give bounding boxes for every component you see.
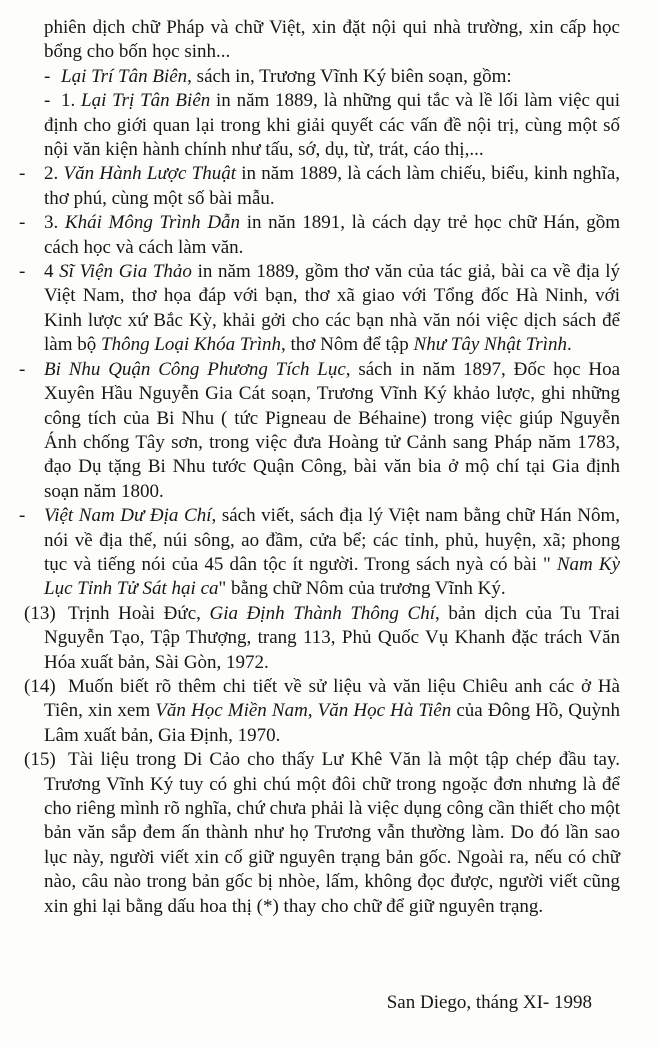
text-run: của Đông Hồ, Quỳnh Lâm xuất bản, Gia Định, 1970. (44, 700, 621, 746)
list-marker: - (44, 90, 51, 112)
text-run: , sách in, Trương Vĩnh Ký biên soạn, gồm: (187, 65, 512, 87)
paragraph-text (44, 505, 620, 599)
list-marker: (15) (24, 749, 56, 771)
list-marker: - (44, 65, 51, 87)
list-item-bi-nhu (19, 358, 620, 504)
intro-paragraph (44, 16, 620, 65)
paragraph-text (44, 261, 620, 355)
paragraph-text (44, 163, 620, 208)
list-item-viet-nam-du-dia-chi (19, 504, 620, 602)
book-title: Lại Trị Tân Biên (81, 90, 211, 112)
paragraph-text (44, 212, 620, 257)
book-title: Thông Loại Khóa Trình (101, 334, 282, 356)
footnote-15 (24, 748, 620, 919)
list-marker: (14) (24, 675, 56, 697)
paragraph-text (61, 66, 512, 87)
text-run: Tài liệu trong Di Cảo cho thấy Lư Khê Văn là một tập chép đầu tay. Trương Vĩnh Ký tuy có ghi chú một đôi chữ trong ngoặc đơn nhưng là để cho riêng mình rõ nghĩa, chứ chưa phải là việc dụng công cần thiết cho một bản văn sắp đem ấn thành như họ Trương vẫn thường làm. Do đó lần sao lục này, người viết xin cố giữ nguyên trạng bản gốc. Ngoài ra, nếu có chữ nào, câu nào trong bản gốc bị nhòe, lấm, không đọc được, người viết cũng xin ghi lại bằng dấu hoa thị (*) thay cho chữ để giữ nguyên trạng. (44, 749, 620, 917)
paragraph-text (44, 90, 620, 160)
text-run: 4 (44, 261, 60, 283)
text-run: 3. (44, 212, 65, 234)
document-body (19, 16, 621, 919)
book-title: Như Tây Nhật Trình (413, 334, 567, 356)
footnote-13 (24, 602, 620, 675)
paragraph-text (44, 749, 620, 916)
text-run: in năn 1891, là cách dạy trẻ học chữ Hán, gồm cách học và cách làm văn. (44, 212, 621, 258)
text-run: 1. (61, 90, 82, 112)
list-item-4 (19, 260, 620, 358)
list-item-1 (44, 89, 620, 162)
text-run: 2. (44, 163, 64, 185)
text-run: , bản dịch của Tu Trai Nguyễn Tạo, Tập Thượng, trang 113, Phủ Quốc Vụ Khanh đặc trách Văn Hóa xuất bản, Sài Gòn, 1972. (44, 602, 620, 673)
book-title: Văn Hành Lược Thuật (63, 163, 236, 185)
text-run: , sách viết, sách địa lý Việt nam bằng chữ Hán Nôm, nói về địa thế, núi sông, ao đầm, cửa bể; các tỉnh, phủ, huyện, xã; phong tục và tiếng nói của 45 dân tộc ít người. Trong sách nyà có bài " (44, 505, 620, 575)
paragraph-text (44, 359, 620, 502)
text-run: in năm 1889, là cách làm chiếu, biểu, kinh nghĩa, thơ phú, cùng một số bài mẫu. (44, 163, 620, 209)
paragraph-text (44, 603, 620, 673)
list-marker: - (19, 212, 26, 234)
list-marker: - (19, 505, 26, 527)
book-title: Nam Kỳ Lục Tỉnh Tử Sát hại ca (44, 553, 620, 600)
list-item-3 (19, 211, 621, 260)
paragraph-text (44, 17, 620, 62)
book-title: Việt Nam Dư Địa Chí (44, 505, 212, 527)
book-title: Văn Học Miền Nam, Văn Học Hà Tiên (155, 700, 452, 722)
text-run: phiên dịch chữ Pháp và chữ Việt, xin đặt nội qui nhà trường, xin cấp học bổng cho bốn học sinh... (44, 17, 620, 63)
text-run: , thơ Nôm để tập (281, 334, 414, 356)
text-run: . (566, 334, 572, 356)
list-marker: - (19, 261, 26, 283)
book-title: Lại Trí Tân Biên (61, 65, 188, 87)
dateline: San Diego, tháng XI- 1998 (386, 992, 592, 1013)
book-title: Khái Mông Trình Dẫn (64, 212, 241, 234)
list-marker: - (19, 358, 26, 380)
footnote-14 (24, 675, 621, 748)
book-title: Bi Nhu Quận Công Phương Tích Lục (44, 358, 346, 380)
text-run: Muốn biết rõ thêm chi tiết về sử liệu và văn liệu Chiêu anh các ở Hà Tiên, xin xem (44, 675, 620, 722)
book-title: Sĩ Viện Gia Thảo (59, 261, 192, 283)
text-run: " bằng chữ Nôm của trương Vĩnh Ký. (218, 578, 506, 600)
list-marker: (13) (24, 602, 56, 624)
text-run: , sách in năm 1897, Đốc học Hoa Xuyên Hầu Nguyễn Gia Cát soạn, Trương Vĩnh Ký khảo lược, ghi những công tích của Bi Nhu ( tức Pigneau de Béhaine) trong việc giúp Nguyễn Ánh chống Tây sơn, trong việc đưa Hoàng tử Cảnh sang Pháp năm 1783, đạo Dụ tặng Bi Nhu tước Quận Công, bài văn bia ở mộ chí tại Gia định soạn năm 1800. (44, 358, 620, 502)
book-title: Gia Định Thành Thông Chí (209, 602, 435, 624)
paragraph-text (44, 676, 620, 746)
list-item-lai-tri-tan-bien (44, 65, 620, 89)
text-run: in năm 1889, gồm thơ văn của tác giả, bài ca về địa lý Việt Nam, thơ họa đáp với bạn, thơ xã giao với Tổng đốc Hà Ninh, với Kinh lược xứ Bắc Kỳ, khải gởi cho các bạn nhà văn nói việc dịch sách để làm bộ (44, 261, 620, 356)
text-run: in năm 1889, là những qui tắc và lề lối làm việc qui định cho giới quan lại trong khi giải quyết các vấn đề nội trị, cùng một số nội văn kiện hành chính như tấu, sớ, dụ, từ, trát, cáo thị,... (44, 90, 621, 161)
list-marker: - (19, 163, 26, 185)
list-item-2 (19, 162, 620, 211)
text-run: Trịnh Hoài Đức, (68, 602, 210, 624)
